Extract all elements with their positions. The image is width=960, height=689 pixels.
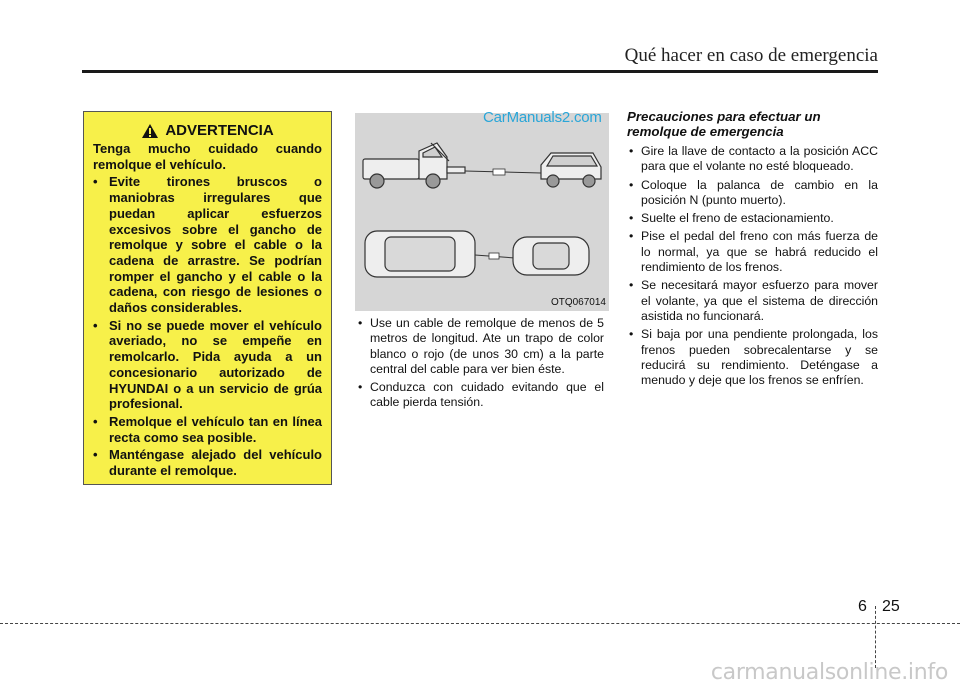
header-rule <box>82 70 878 73</box>
list-item: • Use un cable de remolque de menos de 5 metros de longitud. Ate un trapo de color blanco o rojo (de unos 30 cm) a la parte central del cable para ver bien éste. <box>356 316 604 377</box>
sedan-top-view <box>513 237 589 275</box>
precautions-list <box>627 144 878 388</box>
warning-item: • Si no se puede mover el vehículo averiado, no se empeñe en remolcarlo. Pida ayuda a un concesionario autorizado de HYUNDAI o a un servicio de grúa profesional. <box>93 318 322 412</box>
page-number: 25 <box>882 598 900 615</box>
towing-tips-list <box>356 316 604 411</box>
warning-item: • Manténgase alejado del vehículo durante el remolque. <box>93 447 322 478</box>
warning-intro: Tenga mucho cuidado cuando remolque el vehículo. <box>93 141 322 172</box>
site-watermark: carmanualsonline.info <box>710 660 948 685</box>
list-item: • Suelte el freno de estacionamiento. <box>627 211 878 226</box>
chapter-number: 6 <box>858 598 867 615</box>
towing-illustration <box>355 113 609 311</box>
page-number-divider <box>875 606 876 668</box>
footer-rule <box>0 623 960 624</box>
warning-triangle-icon <box>141 123 159 139</box>
warning-list <box>93 174 322 478</box>
right-column <box>627 110 878 391</box>
running-header-title: Qué hacer en caso de emergencia <box>624 45 878 66</box>
list-item: • Si baja por una pendiente prolongada, los frenos pueden sobrecalentarse y se reducirá su rendimiento. Deténgase a menudo y deje que los frenos se enfríen. <box>627 327 878 388</box>
towing-diagram <box>355 113 609 311</box>
warning-heading <box>93 123 322 139</box>
list-item: • Gire la llave de contacto a la posición ACC para que el volante no esté bloqueado. <box>627 144 878 175</box>
figure-code: OTQ067014 <box>550 297 606 308</box>
warning-box <box>83 111 332 485</box>
watermark-text: CarManuals2.com <box>483 109 602 126</box>
warning-item: • Remolque el vehículo tan en línea recta como sea posible. <box>93 414 322 445</box>
list-item: • Pise el pedal del freno con más fuerza de lo normal, ya que se habrá reducido el rendimiento de los frenos. <box>627 229 878 275</box>
towed-van-side <box>541 153 601 179</box>
middle-column <box>356 316 604 414</box>
list-item: • Coloque la palanca de cambio en la posición N (punto muerto). <box>627 178 878 209</box>
list-item: • Conduzca con cuidado evitando que el cable pierda tensión. <box>356 380 604 411</box>
list-item: • Se necesitará mayor esfuerzo para mover el volante, ya que el sistema de dirección asistida no funcionará. <box>627 278 878 324</box>
van-top-view <box>365 231 475 277</box>
section-title: Precauciones para efectuar un remolque de emergencia <box>627 109 821 139</box>
warning-heading-text: ADVERTENCIA <box>165 122 274 140</box>
warning-item: • Evite tirones bruscos o maniobras irregulares que puedan aplicar esfuerzos excesivos sobre el gancho de remolque y sobre el cable o la cadena de arrastre. Se podrían romper el gancho y el cable o la cadena, con riesgo de lesiones o daños considerables. <box>93 174 322 315</box>
